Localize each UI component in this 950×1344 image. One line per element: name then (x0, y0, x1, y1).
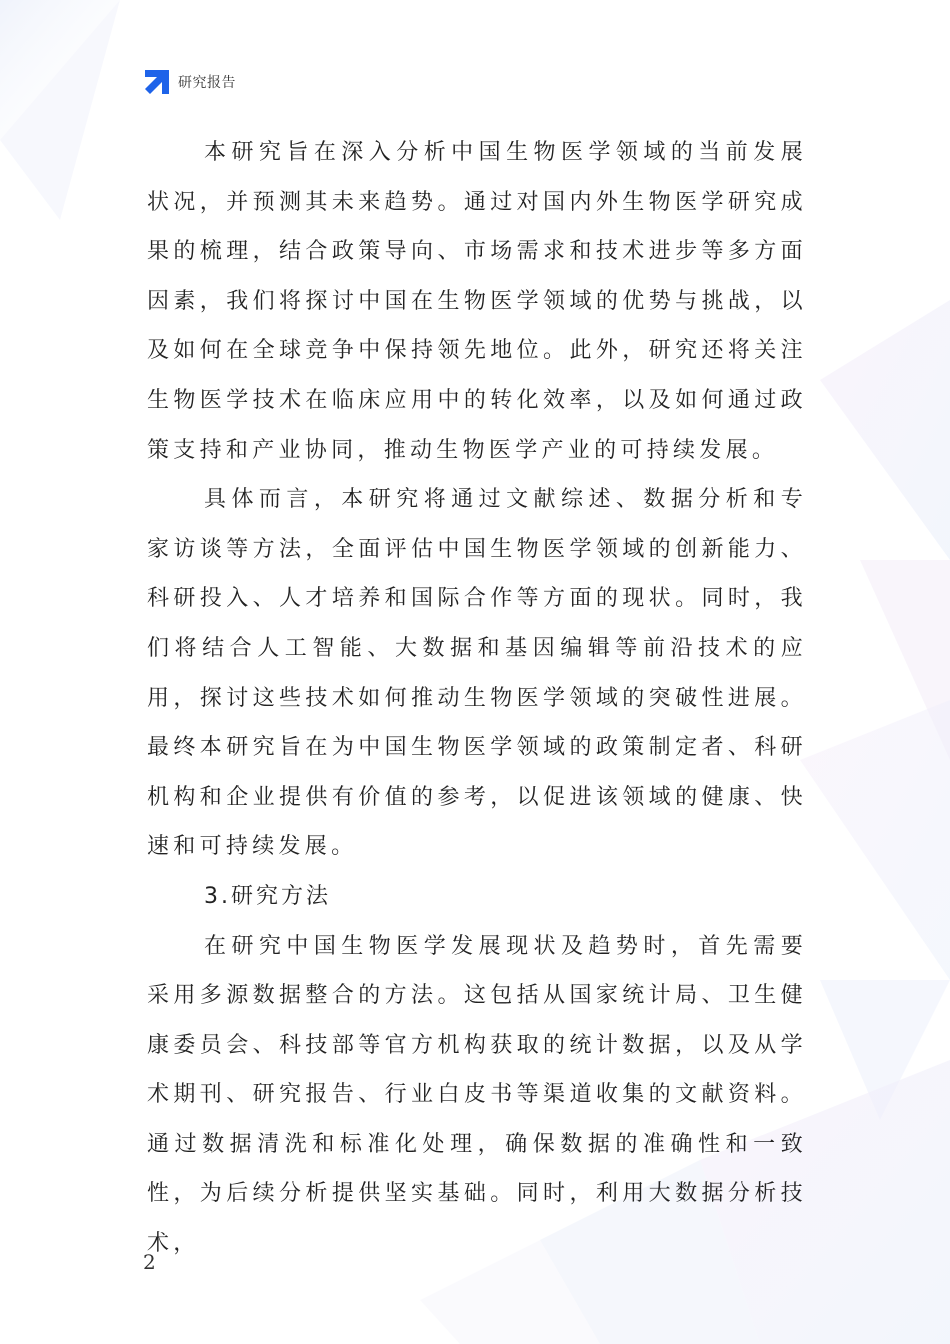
arrow-up-right-icon (143, 69, 170, 96)
paragraph-methods: 在研究中国生物医学发展现状及趋势时，首先需要采用多源数据整合的方法。这包括从国家统计局、卫生健康委员会、科技部等官方机构获取的统计数据，以及从学术期刊、研究报告、行业白皮书等渠道收集的文献资料。通过数据清洗和标准化处理，确保数据的准确性和一致性，为后续分析提供坚实基础。同时，利用大数据分析技术， (147, 933, 807, 1257)
paragraph-research-goal: 本研究旨在深入分析中国生物医学领域的当前发展状况，并预测其未来趋势。通过对国内外生物医学研究成果的梳理，结合政策导向、市场需求和技术进步等多方面因素，我们将探讨中国在生物医学领域的优势与挑战，以及如何在全球竞争中保持领先地位。此外，研究还将关注生物医学技术在临床应用中的转化效率，以及如何通过政策支持和产业协同，推动生物医学产业的可持续发展。 (147, 140, 807, 463)
section-heading-methods: 3.研究方法 (204, 883, 331, 909)
paragraph-research-specifics: 具体而言，本研究将通过文献综述、数据分析和专家访谈等方法，全面评估中国生物医学领域的创新能力、科研投入、人才培养和国际合作等方面的现状。同时，我们将结合人工智能、大数据和基因编辑等前沿技术的应用，探讨这些技术如何推动生物医学领域的突破性进展。最终本研究旨在为中国生物医学领域的政策制定者、科研机构和企业提供有价值的参考，以促进该领域的健康、快速和可持续发展。 (147, 487, 807, 860)
header-title: 研究报告 (178, 75, 236, 91)
page-header (143, 68, 236, 96)
document-body (147, 128, 807, 1269)
page-number: 2 (143, 1250, 156, 1274)
